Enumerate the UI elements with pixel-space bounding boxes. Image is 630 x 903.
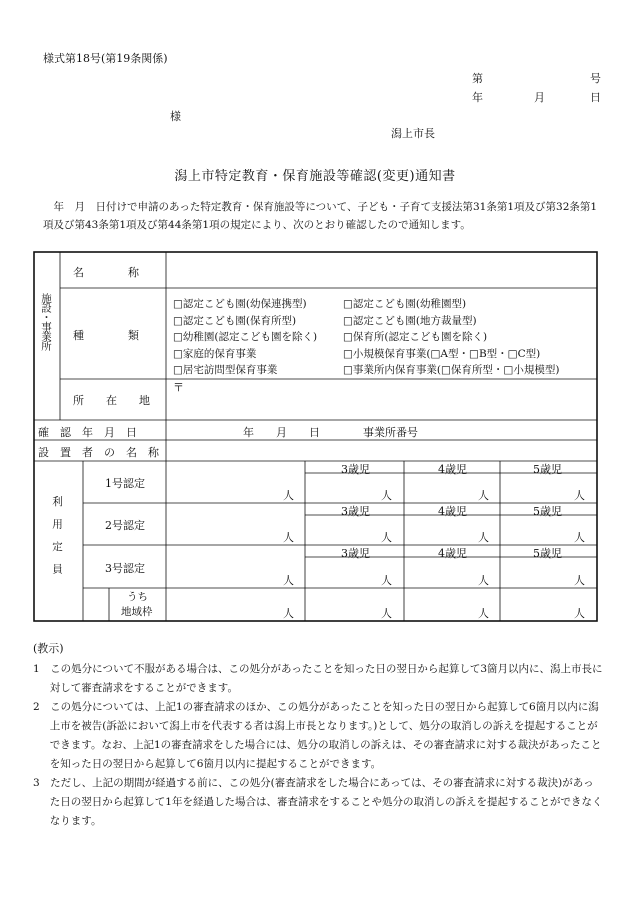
confirm-date-label: 確 認 年 月 日 <box>38 426 137 439</box>
row-label-3: 3号認定 <box>105 562 145 575</box>
note-item: 1 この処分について不服がある場合は、この処分があったことを知った日の翌日から起算して3箇月以内に、潟上市長に対して審査請求をすることができます。 <box>33 663 603 694</box>
sub-label-chiikiwaku: 地域枠 <box>121 606 153 618</box>
person-unit: 人 <box>478 574 489 587</box>
type-option[interactable]: □居宅訪問型保育事業 <box>173 364 278 376</box>
number-suffix: 号 <box>590 72 601 85</box>
type-option[interactable]: □認定こども園(地方裁量型) <box>343 314 477 327</box>
notes-title: (教示) <box>33 642 64 655</box>
person-unit: 人 <box>574 574 585 587</box>
row-label-1: 1号認定 <box>105 477 145 490</box>
address-label: 所 在 地 <box>73 394 150 407</box>
issuer: 潟上市長 <box>391 127 435 140</box>
type-label: 種 類 <box>73 329 139 342</box>
person-unit: 人 <box>478 607 489 620</box>
age-header: 3歳児 <box>341 463 370 476</box>
person-unit: 人 <box>478 531 489 544</box>
person-unit: 人 <box>574 607 585 620</box>
facility-types-left <box>173 296 317 379</box>
number-prefix: 第 <box>472 72 483 85</box>
note-item: 3 ただし、上記の期間が経過する前に、この処分(審査請求をした場合にあっては、その審査請求に対する裁決)があった日の翌日から起算して1年を経過した場合は、審査請求をすることや処分の取消しの訴えを提起することができなくなります。 <box>33 777 603 827</box>
office-number-label: 事業所番号 <box>363 426 418 439</box>
facility-types-right <box>343 296 559 379</box>
person-unit: 人 <box>381 531 392 544</box>
person-unit: 人 <box>478 489 489 502</box>
sub-label-uchi: うち <box>127 591 148 603</box>
confirm-date-value: 年 月 日 <box>243 426 320 439</box>
notes-list <box>33 660 603 831</box>
postal-mark: 〒 <box>173 381 184 394</box>
form-number: 様式第18号(第19条関係) <box>43 52 168 65</box>
note-item: 2 この処分については、上記1の審査請求のほか、この処分があったことを知った日の翌日から起算して6箇月以内に潟上市を被告(訴訟において潟上市を代表する者は潟上市長となります。)として、処分の取消しの訴えを提起することができます。なお、上記1の審査請求をした場合には、処分の取消しの訴えは、その審査請求に対する裁決があったことを知った日の翌日から起算して6箇月以内に提起することができます。 <box>33 701 602 770</box>
age-header: 4歳児 <box>438 505 467 518</box>
confirmation-table <box>33 251 598 621</box>
person-unit: 人 <box>283 574 294 587</box>
person-unit: 人 <box>574 489 585 502</box>
type-option[interactable]: □認定こども園(幼保連携型) <box>173 298 307 310</box>
age-header: 5歳児 <box>533 547 562 560</box>
age-header: 3歳児 <box>341 547 370 560</box>
name-label: 名 称 <box>73 266 139 279</box>
issue-day: 日 <box>590 91 601 104</box>
founder-name-label: 設 置 者 の 名 称 <box>38 446 159 459</box>
person-unit: 人 <box>283 489 294 502</box>
facility-group-label: 施設・事業所 <box>40 293 52 350</box>
issue-month: 月 <box>534 91 545 104</box>
capacity-label: 利用定員 <box>51 496 63 586</box>
type-option[interactable]: □事業所内保育事業(□保育所型・□小規模型) <box>343 364 560 376</box>
person-unit: 人 <box>283 607 294 620</box>
type-option[interactable]: □小規模保育事業(□A型・□B型・□C型) <box>343 347 541 360</box>
person-unit: 人 <box>381 607 392 620</box>
addressee: 様 <box>170 110 181 123</box>
type-option[interactable]: □幼稚園(認定こども園を除く) <box>173 331 318 343</box>
issue-year: 年 <box>472 91 483 104</box>
person-unit: 人 <box>574 531 585 544</box>
type-option[interactable]: □家庭的保育事業 <box>173 347 257 360</box>
person-unit: 人 <box>283 531 294 544</box>
document-title: 潟上市特定教育・保育施設等確認(変更)通知書 <box>174 169 456 184</box>
age-header: 5歳児 <box>533 505 562 518</box>
age-header: 4歳児 <box>438 463 467 476</box>
age-header: 4歳児 <box>438 547 467 560</box>
intro-paragraph: 年 月 日付けで申請のあった特定教育・保育施設等について、子ども・子育て支援法第31条第1項及び第32条第1項及び第43条第1項及び第44条第1項の規定により、次のとおり確認したので通知します。 <box>43 201 598 231</box>
age-header: 5歳児 <box>533 463 562 476</box>
person-unit: 人 <box>381 489 392 502</box>
type-option[interactable]: □認定こども園(幼稚園型) <box>343 298 467 310</box>
row-label-2: 2号認定 <box>105 519 145 532</box>
type-option[interactable]: □保育所(認定こども園を除く) <box>343 331 488 343</box>
age-header: 3歳児 <box>341 505 370 518</box>
person-unit: 人 <box>381 574 392 587</box>
type-option[interactable]: □認定こども園(保育所型) <box>173 314 297 327</box>
